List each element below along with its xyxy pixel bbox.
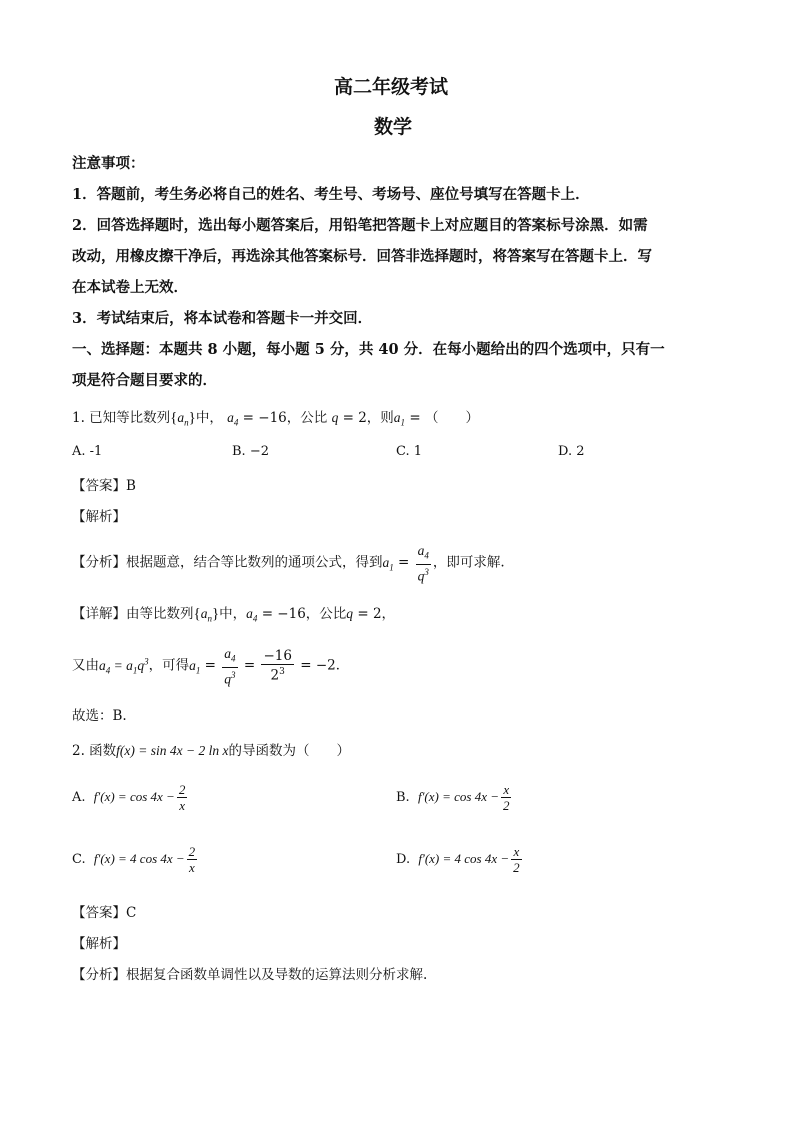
section-heading-line-2: 项是符合题目要求的． — [72, 372, 217, 389]
notes-heading: 注意事项： — [72, 155, 145, 172]
q1-analysis-label: 【解析】 — [72, 509, 126, 525]
q1-derivation: 又由$a_4 = a_1q^3$，可得$a_1$ = $\frac{a_4}{q^3}$ = $\frac{-16}{2^3}$ = −2． — [72, 646, 350, 687]
q2-option-d: D. f′(x) = 4 cos 4x − $\frac{x}{2}$ — [396, 844, 520, 875]
subject-title: 数学 — [374, 116, 413, 138]
note-line-3: 改动，用橡皮擦干净后，再选涂其他答案标号．回答非选择题时，将答案写在答题卡上．写 — [72, 248, 652, 265]
q1-option-d: D. 2 — [558, 444, 585, 459]
exam-title: 高二年级考试 — [334, 76, 449, 98]
q1-answer: 【答案】B — [72, 478, 136, 494]
q1-fenxi: 【分析】根据题意，结合等比数列的通项公式，得到$a_1$ = $\frac{a_4}{q^3}$ ，即可求解. — [72, 543, 505, 584]
section-heading-line-1: 一、选择题：本题共 8 小题，每小题 5 分，共 40 分．在每小题给出的四个选项中，只有一 — [72, 341, 665, 358]
q2-analysis-label: 【解析】 — [72, 936, 126, 952]
q1-option-a: A. -1 — [72, 444, 103, 459]
q1-option-b: B. −2 — [232, 444, 269, 459]
q2-stem: 2. 函数f(x) = sin 4x − 2 ln x的导函数为（ ） — [72, 743, 350, 759]
q1-option-c: C. 1 — [396, 444, 423, 459]
q1-choose: 故选：B. — [72, 708, 127, 724]
q2-answer: 【答案】C — [72, 905, 137, 921]
q1-detail: 【详解】由等比数列$\{a_n\}$中，$a_4 = -16$，公比q = 2， — [72, 606, 396, 624]
q2-option-b: B. f′(x) = cos 4x − $\frac{x}{2}$ — [396, 782, 510, 813]
q1-stem: 1. 已知等比数列$\{a_n\}$中， $a_4 = -16$，公比 q = 2，则$a_1$ = （ ） — [72, 410, 479, 428]
q2-option-a: A. f′(x) = cos 4x − $\frac{2}{x}$ — [72, 782, 186, 813]
note-line-2: 2．回答选择题时，选出每小题答案后，用铅笔把答题卡上对应题目的答案标号涂黑．如需 — [72, 217, 648, 234]
note-line-4: 在本试卷上无效． — [72, 279, 188, 296]
q2-fenxi: 【分析】根据复合函数单调性以及导数的运算法则分析求解. — [72, 967, 428, 983]
note-line-1: 1．答题前，考生务必将自己的姓名、考生号、考场号、座位号填写在答题卡上． — [72, 186, 590, 203]
q2-option-c: C. f′(x) = 4 cos 4x − $\frac{2}{x}$ — [72, 844, 196, 875]
note-line-5: 3．考试结束后，将本试卷和答题卡一并交回． — [72, 310, 373, 327]
